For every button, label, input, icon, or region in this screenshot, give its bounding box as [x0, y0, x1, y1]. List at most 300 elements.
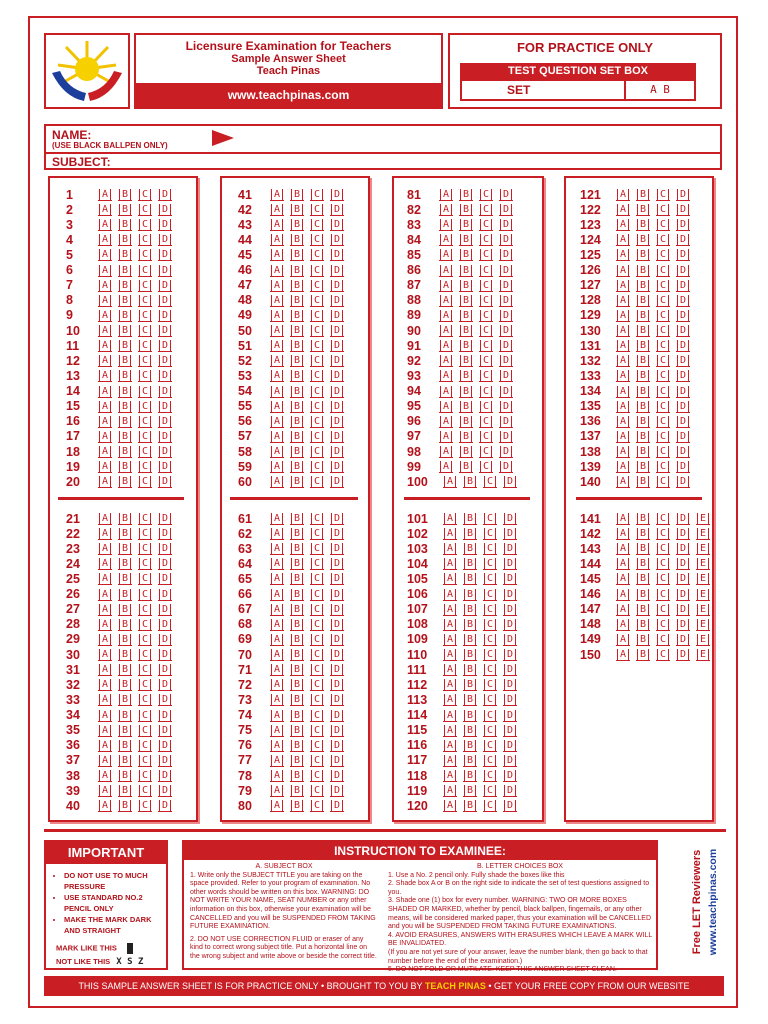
answer-bubble-b[interactable]: B — [116, 310, 134, 321]
answer-bubble-c[interactable]: C — [654, 634, 672, 645]
answer-bubble-b[interactable]: B — [634, 431, 652, 442]
answer-bubble-a[interactable]: A — [268, 431, 286, 442]
answer-bubble-b[interactable]: B — [116, 401, 134, 412]
answer-bubble-e[interactable]: E — [694, 604, 712, 615]
answer-bubble-c[interactable]: C — [654, 340, 672, 351]
answer-bubble-b[interactable]: B — [288, 189, 306, 200]
answer-bubble-a[interactable]: A — [441, 619, 459, 630]
answer-bubble-c[interactable]: C — [654, 280, 672, 291]
answer-bubble-d[interactable]: D — [156, 634, 174, 645]
answer-bubble-c[interactable]: C — [136, 416, 154, 427]
answer-bubble-b[interactable]: B — [634, 619, 652, 630]
answer-bubble-b[interactable]: B — [461, 740, 479, 751]
answer-bubble-c[interactable]: C — [136, 204, 154, 215]
answer-bubble-b[interactable]: B — [461, 619, 479, 630]
answer-bubble-d[interactable]: D — [328, 280, 346, 291]
answer-bubble-e[interactable]: E — [694, 513, 712, 524]
answer-bubble-d[interactable]: D — [501, 558, 519, 569]
answer-bubble-d[interactable]: D — [501, 755, 519, 766]
answer-bubble-c[interactable]: C — [481, 634, 499, 645]
answer-bubble-c[interactable]: C — [136, 386, 154, 397]
answer-bubble-a[interactable]: A — [268, 295, 286, 306]
answer-bubble-c[interactable]: C — [136, 710, 154, 721]
answer-bubble-b[interactable]: B — [288, 249, 306, 260]
answer-bubble-c[interactable]: C — [308, 295, 326, 306]
answer-bubble-c[interactable]: C — [136, 634, 154, 645]
answer-bubble-d[interactable]: D — [156, 189, 174, 200]
answer-bubble-b[interactable]: B — [116, 589, 134, 600]
answer-bubble-d[interactable]: D — [674, 234, 692, 245]
answer-bubble-c[interactable]: C — [481, 619, 499, 630]
answer-bubble-a[interactable]: A — [96, 280, 114, 291]
answer-bubble-d[interactable]: D — [328, 694, 346, 705]
answer-bubble-b[interactable]: B — [116, 386, 134, 397]
answer-bubble-c[interactable]: C — [308, 265, 326, 276]
answer-bubble-a[interactable]: A — [96, 755, 114, 766]
answer-bubble-e[interactable]: E — [694, 619, 712, 630]
answer-bubble-c[interactable]: C — [308, 679, 326, 690]
answer-bubble-d[interactable]: D — [328, 204, 346, 215]
answer-bubble-a[interactable]: A — [614, 204, 632, 215]
answer-bubble-b[interactable]: B — [288, 340, 306, 351]
answer-bubble-b[interactable]: B — [634, 249, 652, 260]
answer-bubble-d[interactable]: D — [674, 386, 692, 397]
answer-bubble-d[interactable]: D — [497, 355, 515, 366]
answer-bubble-b[interactable]: B — [116, 234, 134, 245]
answer-bubble-c[interactable]: C — [308, 461, 326, 472]
answer-bubble-d[interactable]: D — [501, 785, 519, 796]
answer-bubble-c[interactable]: C — [477, 340, 495, 351]
answer-bubble-a[interactable]: A — [268, 219, 286, 230]
answer-bubble-a[interactable]: A — [268, 573, 286, 584]
answer-bubble-b[interactable]: B — [634, 543, 652, 554]
answer-bubble-a[interactable]: A — [96, 740, 114, 751]
answer-bubble-a[interactable]: A — [614, 280, 632, 291]
answer-bubble-d[interactable]: D — [674, 634, 692, 645]
answer-bubble-b[interactable]: B — [116, 370, 134, 381]
answer-bubble-c[interactable]: C — [136, 770, 154, 781]
answer-bubble-b[interactable]: B — [634, 461, 652, 472]
answer-bubble-b[interactable]: B — [634, 204, 652, 215]
answer-bubble-a[interactable]: A — [96, 664, 114, 675]
answer-bubble-a[interactable]: A — [96, 386, 114, 397]
answer-bubble-b[interactable]: B — [288, 770, 306, 781]
answer-bubble-d[interactable]: D — [156, 664, 174, 675]
answer-bubble-b[interactable]: B — [116, 558, 134, 569]
answer-bubble-c[interactable]: C — [481, 664, 499, 675]
answer-bubble-b[interactable]: B — [457, 234, 475, 245]
answer-bubble-a[interactable]: A — [268, 386, 286, 397]
answer-bubble-b[interactable]: B — [288, 634, 306, 645]
answer-bubble-c[interactable]: C — [308, 619, 326, 630]
answer-bubble-c[interactable]: C — [654, 558, 672, 569]
answer-bubble-d[interactable]: D — [156, 679, 174, 690]
answer-bubble-c[interactable]: C — [136, 619, 154, 630]
answer-bubble-c[interactable]: C — [308, 740, 326, 751]
answer-bubble-c[interactable]: C — [654, 249, 672, 260]
answer-bubble-c[interactable]: C — [654, 476, 672, 487]
answer-bubble-b[interactable]: B — [288, 386, 306, 397]
answer-bubble-d[interactable]: D — [674, 340, 692, 351]
answer-bubble-a[interactable]: A — [268, 340, 286, 351]
answer-bubble-d[interactable]: D — [501, 694, 519, 705]
answer-bubble-b[interactable]: B — [288, 280, 306, 291]
answer-bubble-b[interactable]: B — [116, 785, 134, 796]
answer-bubble-b[interactable]: B — [288, 604, 306, 615]
answer-bubble-c[interactable]: C — [308, 604, 326, 615]
answer-bubble-c[interactable]: C — [477, 265, 495, 276]
answer-bubble-b[interactable]: B — [288, 710, 306, 721]
answer-bubble-d[interactable]: D — [674, 431, 692, 442]
answer-bubble-c[interactable]: C — [654, 431, 672, 442]
answer-bubble-d[interactable]: D — [156, 401, 174, 412]
answer-bubble-b[interactable]: B — [634, 189, 652, 200]
answer-bubble-a[interactable]: A — [268, 513, 286, 524]
answer-bubble-c[interactable]: C — [481, 604, 499, 615]
answer-bubble-a[interactable]: A — [96, 619, 114, 630]
answer-bubble-c[interactable]: C — [308, 325, 326, 336]
answer-bubble-b[interactable]: B — [457, 325, 475, 336]
answer-bubble-d[interactable]: D — [156, 446, 174, 457]
answer-bubble-a[interactable]: A — [96, 573, 114, 584]
answer-bubble-a[interactable]: A — [437, 204, 455, 215]
answer-bubble-c[interactable]: C — [477, 370, 495, 381]
answer-bubble-b[interactable]: B — [288, 416, 306, 427]
answer-bubble-b[interactable]: B — [288, 785, 306, 796]
answer-bubble-a[interactable]: A — [268, 249, 286, 260]
answer-bubble-a[interactable]: A — [96, 249, 114, 260]
answer-bubble-d[interactable]: D — [674, 589, 692, 600]
answer-bubble-d[interactable]: D — [156, 416, 174, 427]
answer-bubble-c[interactable]: C — [481, 740, 499, 751]
answer-bubble-d[interactable]: D — [501, 634, 519, 645]
answer-bubble-c[interactable]: C — [654, 189, 672, 200]
answer-bubble-d[interactable]: D — [156, 355, 174, 366]
answer-bubble-c[interactable]: C — [654, 589, 672, 600]
answer-bubble-a[interactable]: A — [96, 204, 114, 215]
answer-bubble-b[interactable]: B — [461, 770, 479, 781]
answer-bubble-a[interactable]: A — [268, 446, 286, 457]
answer-bubble-d[interactable]: D — [497, 386, 515, 397]
answer-bubble-c[interactable]: C — [654, 543, 672, 554]
answer-bubble-a[interactable]: A — [268, 280, 286, 291]
answer-bubble-b[interactable]: B — [288, 219, 306, 230]
answer-bubble-b[interactable]: B — [461, 513, 479, 524]
answer-bubble-b[interactable]: B — [634, 370, 652, 381]
answer-bubble-b[interactable]: B — [461, 694, 479, 705]
answer-bubble-e[interactable]: E — [694, 649, 712, 660]
answer-bubble-c[interactable]: C — [654, 416, 672, 427]
answer-bubble-d[interactable]: D — [674, 416, 692, 427]
answer-bubble-d[interactable]: D — [328, 800, 346, 811]
answer-bubble-b[interactable]: B — [288, 355, 306, 366]
answer-bubble-b[interactable]: B — [634, 634, 652, 645]
answer-bubble-d[interactable]: D — [156, 280, 174, 291]
answer-bubble-d[interactable]: D — [328, 664, 346, 675]
answer-bubble-d[interactable]: D — [497, 431, 515, 442]
answer-bubble-c[interactable]: C — [136, 249, 154, 260]
answer-bubble-d[interactable]: D — [501, 604, 519, 615]
answer-bubble-c[interactable]: C — [481, 513, 499, 524]
answer-bubble-c[interactable]: C — [477, 280, 495, 291]
answer-bubble-c[interactable]: C — [136, 234, 154, 245]
answer-bubble-d[interactable]: D — [328, 476, 346, 487]
answer-bubble-d[interactable]: D — [674, 280, 692, 291]
answer-bubble-a[interactable]: A — [268, 355, 286, 366]
answer-bubble-b[interactable]: B — [461, 604, 479, 615]
answer-bubble-a[interactable]: A — [437, 355, 455, 366]
answer-bubble-b[interactable]: B — [634, 295, 652, 306]
answer-bubble-d[interactable]: D — [497, 189, 515, 200]
answer-bubble-a[interactable]: A — [614, 249, 632, 260]
answer-bubble-a[interactable]: A — [268, 664, 286, 675]
answer-bubble-a[interactable]: A — [437, 386, 455, 397]
answer-bubble-d[interactable]: D — [328, 355, 346, 366]
answer-bubble-b[interactable]: B — [116, 755, 134, 766]
answer-bubble-c[interactable]: C — [477, 249, 495, 260]
answer-bubble-a[interactable]: A — [614, 340, 632, 351]
answer-bubble-b[interactable]: B — [461, 800, 479, 811]
answer-bubble-b[interactable]: B — [116, 219, 134, 230]
answer-bubble-c[interactable]: C — [481, 755, 499, 766]
answer-bubble-c[interactable]: C — [477, 204, 495, 215]
answer-bubble-b[interactable]: B — [288, 725, 306, 736]
answer-bubble-b[interactable]: B — [461, 679, 479, 690]
answer-bubble-a[interactable]: A — [96, 513, 114, 524]
answer-bubble-a[interactable]: A — [96, 589, 114, 600]
answer-bubble-d[interactable]: D — [156, 694, 174, 705]
answer-bubble-c[interactable]: C — [477, 355, 495, 366]
answer-bubble-a[interactable]: A — [96, 370, 114, 381]
answer-bubble-a[interactable]: A — [268, 800, 286, 811]
answer-bubble-c[interactable]: C — [136, 355, 154, 366]
answer-bubble-c[interactable]: C — [654, 528, 672, 539]
answer-bubble-d[interactable]: D — [328, 679, 346, 690]
answer-bubble-a[interactable]: A — [614, 476, 632, 487]
answer-bubble-c[interactable]: C — [308, 355, 326, 366]
answer-bubble-d[interactable]: D — [674, 604, 692, 615]
answer-bubble-d[interactable]: D — [674, 310, 692, 321]
answer-bubble-c[interactable]: C — [136, 604, 154, 615]
answer-bubble-b[interactable]: B — [116, 461, 134, 472]
answer-bubble-d[interactable]: D — [497, 370, 515, 381]
answer-bubble-d[interactable]: D — [328, 558, 346, 569]
answer-bubble-a[interactable]: A — [96, 310, 114, 321]
answer-bubble-b[interactable]: B — [116, 543, 134, 554]
answer-bubble-c[interactable]: C — [308, 234, 326, 245]
answer-bubble-c[interactable]: C — [308, 431, 326, 442]
answer-bubble-c[interactable]: C — [136, 558, 154, 569]
answer-bubble-d[interactable]: D — [328, 370, 346, 381]
answer-bubble-c[interactable]: C — [481, 770, 499, 781]
answer-bubble-a[interactable]: A — [437, 310, 455, 321]
answer-bubble-c[interactable]: C — [136, 310, 154, 321]
answer-bubble-a[interactable]: A — [441, 543, 459, 554]
answer-bubble-b[interactable]: B — [457, 249, 475, 260]
answer-bubble-b[interactable]: B — [288, 649, 306, 660]
answer-bubble-b[interactable]: B — [461, 543, 479, 554]
answer-bubble-d[interactable]: D — [497, 401, 515, 412]
answer-bubble-c[interactable]: C — [308, 219, 326, 230]
answer-bubble-d[interactable]: D — [156, 219, 174, 230]
answer-bubble-b[interactable]: B — [116, 649, 134, 660]
answer-bubble-d[interactable]: D — [674, 401, 692, 412]
answer-bubble-a[interactable]: A — [614, 219, 632, 230]
answer-bubble-d[interactable]: D — [156, 528, 174, 539]
answer-bubble-b[interactable]: B — [634, 219, 652, 230]
answer-bubble-d[interactable]: D — [156, 265, 174, 276]
answer-bubble-c[interactable]: C — [481, 785, 499, 796]
answer-bubble-d[interactable]: D — [156, 589, 174, 600]
answer-bubble-c[interactable]: C — [308, 694, 326, 705]
answer-bubble-b[interactable]: B — [116, 249, 134, 260]
answer-bubble-d[interactable]: D — [674, 446, 692, 457]
answer-bubble-a[interactable]: A — [441, 755, 459, 766]
answer-bubble-b[interactable]: B — [634, 604, 652, 615]
answer-bubble-d[interactable]: D — [156, 370, 174, 381]
answer-bubble-b[interactable]: B — [288, 694, 306, 705]
answer-bubble-d[interactable]: D — [156, 234, 174, 245]
answer-bubble-a[interactable]: A — [614, 234, 632, 245]
answer-bubble-a[interactable]: A — [96, 295, 114, 306]
answer-bubble-a[interactable]: A — [614, 619, 632, 630]
answer-bubble-e[interactable]: E — [694, 528, 712, 539]
answer-bubble-b[interactable]: B — [457, 386, 475, 397]
answer-bubble-e[interactable]: E — [694, 573, 712, 584]
answer-bubble-b[interactable]: B — [116, 416, 134, 427]
answer-bubble-c[interactable]: C — [136, 340, 154, 351]
answer-bubble-d[interactable]: D — [328, 604, 346, 615]
answer-bubble-b[interactable]: B — [288, 295, 306, 306]
answer-bubble-e[interactable]: E — [694, 558, 712, 569]
answer-bubble-b[interactable]: B — [634, 325, 652, 336]
answer-bubble-c[interactable]: C — [136, 800, 154, 811]
answer-bubble-a[interactable]: A — [268, 370, 286, 381]
answer-bubble-b[interactable]: B — [461, 589, 479, 600]
answer-bubble-b[interactable]: B — [116, 513, 134, 524]
answer-bubble-a[interactable]: A — [268, 476, 286, 487]
answer-bubble-c[interactable]: C — [654, 265, 672, 276]
answer-bubble-a[interactable]: A — [96, 770, 114, 781]
answer-bubble-c[interactable]: C — [481, 679, 499, 690]
answer-bubble-b[interactable]: B — [116, 725, 134, 736]
answer-bubble-b[interactable]: B — [457, 280, 475, 291]
answer-bubble-b[interactable]: B — [288, 370, 306, 381]
answer-bubble-b[interactable]: B — [461, 755, 479, 766]
answer-bubble-b[interactable]: B — [457, 295, 475, 306]
answer-bubble-d[interactable]: D — [328, 340, 346, 351]
answer-bubble-b[interactable]: B — [634, 573, 652, 584]
answer-bubble-b[interactable]: B — [116, 325, 134, 336]
answer-bubble-a[interactable]: A — [441, 664, 459, 675]
answer-bubble-d[interactable]: D — [501, 725, 519, 736]
answer-bubble-b[interactable]: B — [288, 401, 306, 412]
answer-bubble-a[interactable]: A — [268, 619, 286, 630]
answer-bubble-c[interactable]: C — [308, 370, 326, 381]
answer-bubble-c[interactable]: C — [481, 476, 499, 487]
answer-bubble-a[interactable]: A — [96, 558, 114, 569]
answer-bubble-d[interactable]: D — [674, 265, 692, 276]
answer-bubble-c[interactable]: C — [477, 234, 495, 245]
answer-bubble-c[interactable]: C — [308, 770, 326, 781]
answer-bubble-c[interactable]: C — [654, 325, 672, 336]
answer-bubble-d[interactable]: D — [501, 649, 519, 660]
answer-bubble-c[interactable]: C — [481, 649, 499, 660]
answer-bubble-a[interactable]: A — [268, 558, 286, 569]
answer-bubble-a[interactable]: A — [614, 325, 632, 336]
answer-bubble-d[interactable]: D — [501, 589, 519, 600]
answer-bubble-d[interactable]: D — [674, 461, 692, 472]
answer-bubble-a[interactable]: A — [614, 634, 632, 645]
answer-bubble-b[interactable]: B — [116, 604, 134, 615]
answer-bubble-c[interactable]: C — [308, 725, 326, 736]
answer-bubble-c[interactable]: C — [136, 431, 154, 442]
answer-bubble-a[interactable]: A — [268, 755, 286, 766]
answer-bubble-c[interactable]: C — [481, 558, 499, 569]
answer-bubble-b[interactable]: B — [461, 725, 479, 736]
answer-bubble-b[interactable]: B — [634, 234, 652, 245]
answer-bubble-d[interactable]: D — [497, 416, 515, 427]
answer-bubble-b[interactable]: B — [116, 340, 134, 351]
answer-bubble-b[interactable]: B — [116, 800, 134, 811]
answer-bubble-a[interactable]: A — [441, 710, 459, 721]
answer-bubble-a[interactable]: A — [96, 604, 114, 615]
answer-bubble-c[interactable]: C — [654, 370, 672, 381]
answer-bubble-d[interactable]: D — [328, 295, 346, 306]
answer-bubble-c[interactable]: C — [136, 280, 154, 291]
answer-bubble-d[interactable]: D — [328, 513, 346, 524]
answer-bubble-d[interactable]: D — [501, 619, 519, 630]
answer-bubble-a[interactable]: A — [268, 785, 286, 796]
answer-bubble-d[interactable]: D — [156, 431, 174, 442]
answer-bubble-b[interactable]: B — [288, 204, 306, 215]
answer-bubble-a[interactable]: A — [96, 543, 114, 554]
answer-bubble-a[interactable]: A — [268, 543, 286, 554]
answer-bubble-d[interactable]: D — [156, 725, 174, 736]
answer-bubble-d[interactable]: D — [497, 295, 515, 306]
footer-brand[interactable]: TEACH PINAS — [424, 981, 486, 991]
answer-bubble-d[interactable]: D — [501, 740, 519, 751]
answer-bubble-c[interactable]: C — [136, 573, 154, 584]
answer-bubble-c[interactable]: C — [477, 219, 495, 230]
answer-bubble-d[interactable]: D — [328, 219, 346, 230]
answer-bubble-b[interactable]: B — [634, 340, 652, 351]
answer-bubble-a[interactable]: A — [268, 725, 286, 736]
answer-bubble-b[interactable]: B — [116, 280, 134, 291]
answer-bubble-d[interactable]: D — [501, 664, 519, 675]
answer-bubble-c[interactable]: C — [481, 725, 499, 736]
answer-bubble-b[interactable]: B — [116, 295, 134, 306]
answer-bubble-d[interactable]: D — [156, 249, 174, 260]
answer-bubble-c[interactable]: C — [136, 785, 154, 796]
answer-bubble-b[interactable]: B — [116, 204, 134, 215]
answer-bubble-a[interactable]: A — [614, 295, 632, 306]
answer-bubble-c[interactable]: C — [136, 694, 154, 705]
answer-bubble-a[interactable]: A — [614, 310, 632, 321]
answer-bubble-b[interactable]: B — [457, 265, 475, 276]
answer-bubble-b[interactable]: B — [288, 589, 306, 600]
answer-bubble-d[interactable]: D — [328, 755, 346, 766]
answer-bubble-a[interactable]: A — [268, 528, 286, 539]
answer-bubble-c[interactable]: C — [308, 249, 326, 260]
answer-bubble-b[interactable]: B — [461, 710, 479, 721]
answer-bubble-a[interactable]: A — [441, 589, 459, 600]
answer-bubble-b[interactable]: B — [461, 664, 479, 675]
answer-bubble-c[interactable]: C — [308, 800, 326, 811]
answer-bubble-d[interactable]: D — [156, 543, 174, 554]
answer-bubble-c[interactable]: C — [136, 401, 154, 412]
answer-bubble-a[interactable]: A — [614, 573, 632, 584]
